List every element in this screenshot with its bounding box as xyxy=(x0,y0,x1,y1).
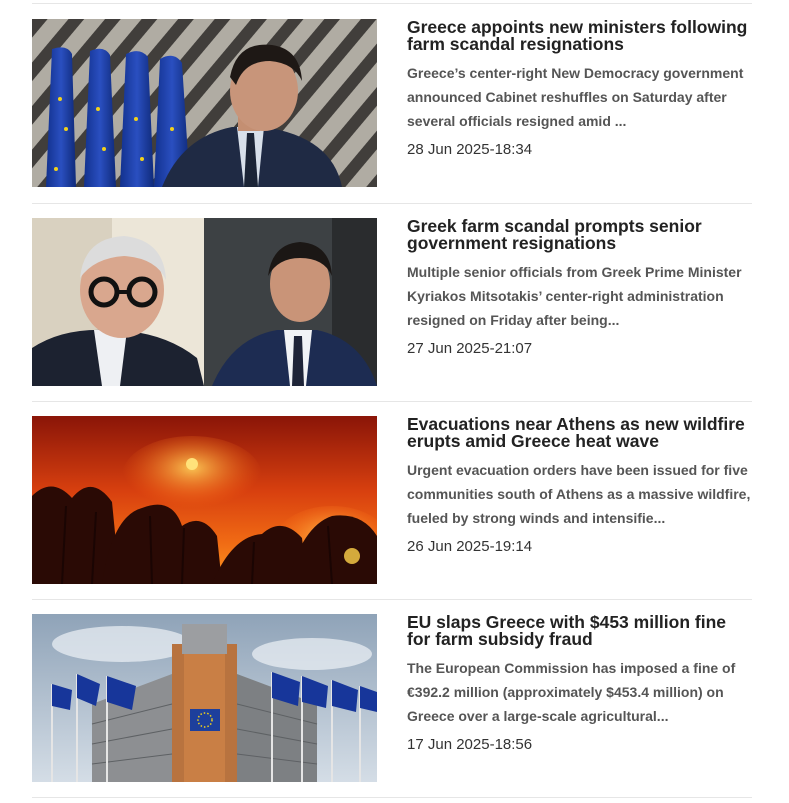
divider xyxy=(32,599,752,600)
article-text xyxy=(407,218,752,358)
article-card[interactable] xyxy=(32,416,752,584)
article-thumbnail[interactable] xyxy=(32,19,377,187)
article-text xyxy=(407,614,752,754)
article-summary: Urgent evacuation orders have been issued for five communities south of Athens as a massive wildfire, fueled by strong winds and intensifie... xyxy=(407,462,751,526)
article-summary: Greece’s center-right New Democracy government announced Cabinet reshuffles on Saturday after several officials resigned amid ... xyxy=(407,65,744,129)
eu-building-photo xyxy=(32,614,377,782)
article-thumbnail[interactable] xyxy=(32,614,377,782)
divider xyxy=(32,203,752,204)
wildfire-photo xyxy=(32,416,377,584)
article-thumbnail[interactable] xyxy=(32,416,377,584)
article-summary: The European Commission has imposed a fine of €392.2 million (approximately $453.4 million) on Greece over a large-scale agricultural... xyxy=(407,660,736,724)
article-text xyxy=(407,416,752,556)
article-date: 28 Jun 2025-18:34 xyxy=(407,141,533,158)
minister-photo xyxy=(32,19,377,187)
article-card[interactable] xyxy=(32,218,752,386)
officials-photo xyxy=(32,218,377,386)
article-title[interactable]: Greek farm scandal prompts senior government resignations xyxy=(407,216,702,253)
article-card[interactable] xyxy=(32,614,752,782)
article-summary: Multiple senior officials from Greek Prime Minister Kyriakos Mitsotakis’ center-right administration resigned on Friday after being... xyxy=(407,264,742,328)
article-title[interactable]: Greece appoints new ministers following farm scandal resignations xyxy=(407,17,748,54)
article-title[interactable]: Evacuations near Athens as new wildfire erupts amid Greece heat wave xyxy=(407,414,745,451)
article-title[interactable]: EU slaps Greece with $453 million fine for farm subsidy fraud xyxy=(407,612,727,649)
article-text xyxy=(407,19,752,159)
divider xyxy=(32,401,752,402)
article-date: 27 Jun 2025-21:07 xyxy=(407,340,533,357)
article-date: 17 Jun 2025-18:56 xyxy=(407,736,533,753)
article-date: 26 Jun 2025-19:14 xyxy=(407,538,533,555)
article-thumbnail[interactable] xyxy=(32,218,377,386)
top-divider xyxy=(32,3,752,4)
article-card[interactable] xyxy=(32,19,752,187)
divider xyxy=(32,797,752,798)
